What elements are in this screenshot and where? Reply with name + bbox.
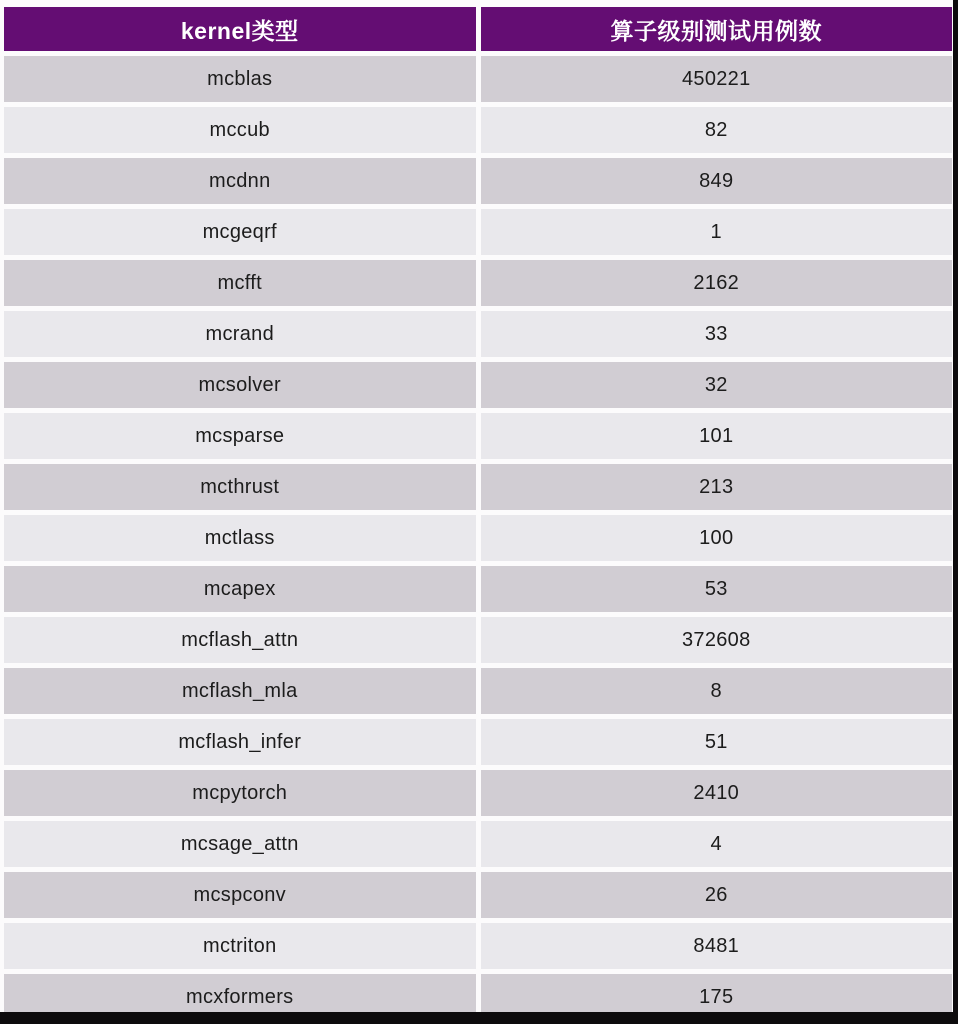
table-row: [4, 107, 952, 153]
table-row: [4, 923, 952, 969]
photo-right-edge: [953, 0, 958, 1024]
kernel-type-cell: mcdnn: [4, 158, 476, 204]
kernel-type-cell: mcsparse: [4, 413, 476, 459]
case-count-cell: 33: [481, 311, 953, 357]
kernel-type-cell: mcsolver: [4, 362, 476, 408]
kernel-test-case-table: [4, 7, 952, 1020]
table-row: [4, 515, 952, 561]
kernel-type-cell: mcapex: [4, 566, 476, 612]
case-count-cell: 4: [481, 821, 953, 867]
kernel-type-cell: mcsage_attn: [4, 821, 476, 867]
kernel-type-cell: mcflash_mla: [4, 668, 476, 714]
case-count-cell: 8481: [481, 923, 953, 969]
case-count-cell: 1: [481, 209, 953, 255]
kernel-type-cell: mcblas: [4, 56, 476, 102]
table-row: [4, 566, 952, 612]
case-count-cell: 2162: [481, 260, 953, 306]
case-count-cell: 82: [481, 107, 953, 153]
table-row: [4, 158, 952, 204]
case-count-cell: 175: [481, 974, 953, 1020]
table-body: [4, 56, 952, 1020]
table-row: [4, 770, 952, 816]
kernel-type-cell: mcpytorch: [4, 770, 476, 816]
table-row: [4, 617, 952, 663]
case-count-cell: 372608: [481, 617, 953, 663]
kernel-type-cell: mcflash_attn: [4, 617, 476, 663]
case-count-cell: 32: [481, 362, 953, 408]
table-row: [4, 821, 952, 867]
table-row: [4, 668, 952, 714]
case-count-cell: 849: [481, 158, 953, 204]
kernel-type-cell: mcthrust: [4, 464, 476, 510]
table-row: [4, 260, 952, 306]
header-kernel-type: kernel类型: [4, 7, 476, 51]
kernel-type-cell: mctriton: [4, 923, 476, 969]
kernel-type-cell: mcfft: [4, 260, 476, 306]
case-count-cell: 101: [481, 413, 953, 459]
kernel-type-cell: mccub: [4, 107, 476, 153]
case-count-cell: 2410: [481, 770, 953, 816]
table-row: [4, 872, 952, 918]
kernel-type-cell: mctlass: [4, 515, 476, 561]
case-count-cell: 450221: [481, 56, 953, 102]
case-count-cell: 51: [481, 719, 953, 765]
case-count-cell: 213: [481, 464, 953, 510]
table-row: [4, 311, 952, 357]
photo-bottom-edge: [0, 1012, 958, 1024]
case-count-cell: 8: [481, 668, 953, 714]
kernel-type-cell: mcgeqrf: [4, 209, 476, 255]
table-row: [4, 56, 952, 102]
table-row: [4, 413, 952, 459]
table-row: [4, 464, 952, 510]
table-row: [4, 719, 952, 765]
table-row: [4, 209, 952, 255]
header-operator-test-case-count: 算子级别测试用例数: [481, 7, 953, 51]
case-count-cell: 26: [481, 872, 953, 918]
kernel-type-cell: mcrand: [4, 311, 476, 357]
kernel-type-cell: mcflash_infer: [4, 719, 476, 765]
kernel-type-cell: mcxformers: [4, 974, 476, 1020]
case-count-cell: 53: [481, 566, 953, 612]
table-row: [4, 362, 952, 408]
table-header-row: [4, 7, 952, 51]
kernel-type-cell: mcspconv: [4, 872, 476, 918]
case-count-cell: 100: [481, 515, 953, 561]
